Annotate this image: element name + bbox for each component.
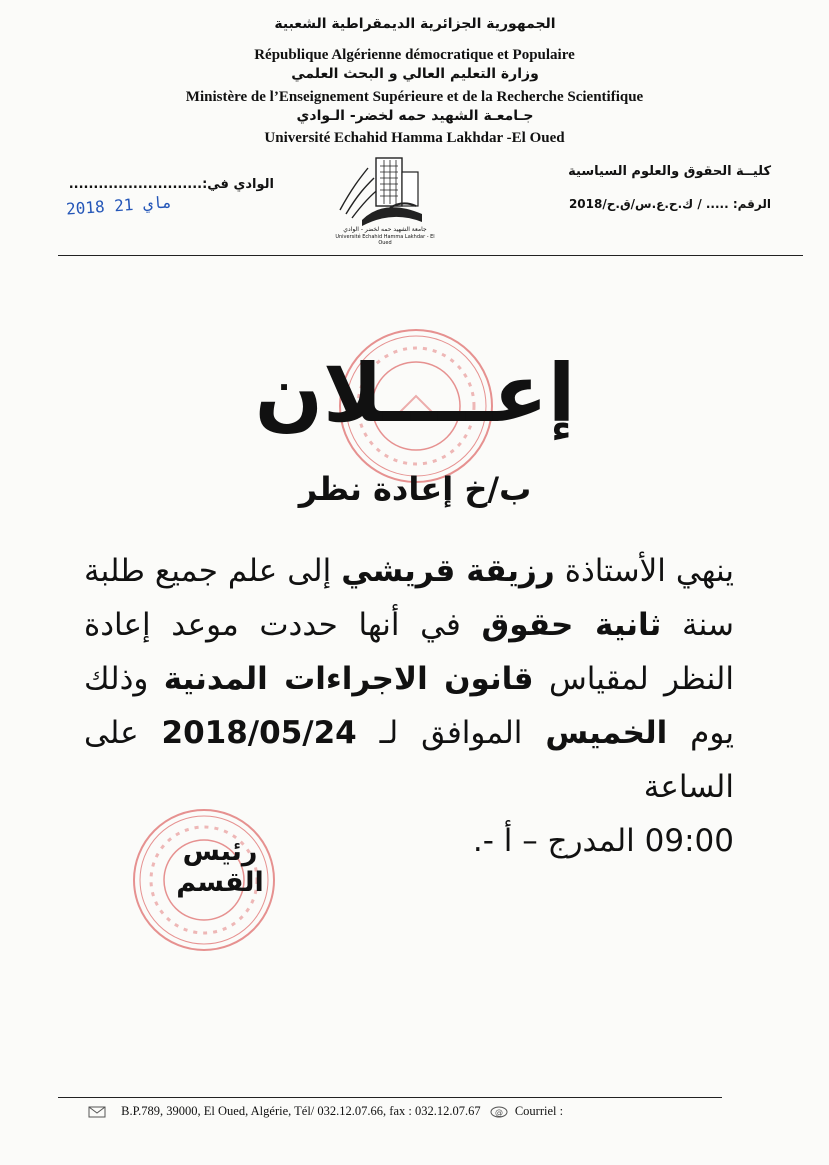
body-paragraph [84, 544, 734, 814]
signer-title: رئيس القسم [176, 836, 264, 898]
logo-caption-arabic: جامعة الشهيد حمه لخضر - الوادي [343, 226, 427, 233]
header-divider [58, 255, 803, 256]
body-text: ينهي الأستاذة [554, 553, 734, 589]
logo-caption-french: Université Echahid Hamma Lakhdar - El Oued [335, 234, 435, 246]
university-french: Université Echahid Hamma Lakhdar -El Oued [264, 130, 565, 146]
city-date-line: الوادي في:........................... [68, 177, 274, 192]
announcement-title: إعــــلان [254, 347, 576, 440]
teacher-name: رزيقة قريشي [341, 553, 555, 589]
body-text: إلى علم جميع طلبة سنة [84, 553, 734, 643]
footer-address: B.P.789, 39000, El Oued, Algérie, Tél/ 032.12.07.66, fax : 032.12.07.67 [121, 1104, 481, 1118]
subject-name: قانون الاجراءات المدنية [163, 661, 534, 697]
footer-divider [58, 1097, 722, 1098]
footer-email-label: Courriel : [514, 1104, 564, 1118]
announcement-body [84, 544, 734, 868]
university-arabic: جـامعـة الشهيد حمه لخضر- الـوادي [296, 108, 534, 124]
footer-contact [88, 1104, 728, 1119]
handwritten-date: 2018 ماي 21 [65, 192, 173, 219]
body-text: في أنها حددت موعد إعادة النظر لمقياس [84, 607, 734, 697]
ministry-french: Ministère de l’Enseignement Supérieure et de la Recherche Scientifique [185, 89, 644, 105]
republic-french: République Algérienne démocratique et Populaire [254, 47, 575, 63]
ministry-arabic: وزارة التعليم العالي و البحث العلمي [291, 66, 539, 82]
email-icon [490, 1106, 508, 1118]
exam-day: الخميس [545, 715, 668, 751]
body-text: الموافق لـ [356, 715, 546, 751]
republic-arabic: الجمهورية الجزائرية الديمقراطية الشعبية [274, 16, 556, 32]
body-text: على الساعة [84, 715, 734, 805]
svg-text:@: @ [494, 1108, 503, 1118]
body-text: وذلك يوم [84, 661, 734, 751]
study-year: ثانية حقوق [481, 607, 662, 643]
mail-icon [88, 1106, 106, 1118]
reference-number: الرقم: ..... / ك.ح.ع.س/ق.ح/2018 [568, 197, 771, 211]
exam-date: 2018/05/24 [161, 715, 357, 751]
faculty-name: كليــة الحقوق والعلوم السياسية [568, 164, 771, 179]
time-and-place: 09:00 المدرج – أ -. [472, 823, 734, 859]
announcement-subtitle: ب/خ إعادة نظر [298, 470, 532, 508]
